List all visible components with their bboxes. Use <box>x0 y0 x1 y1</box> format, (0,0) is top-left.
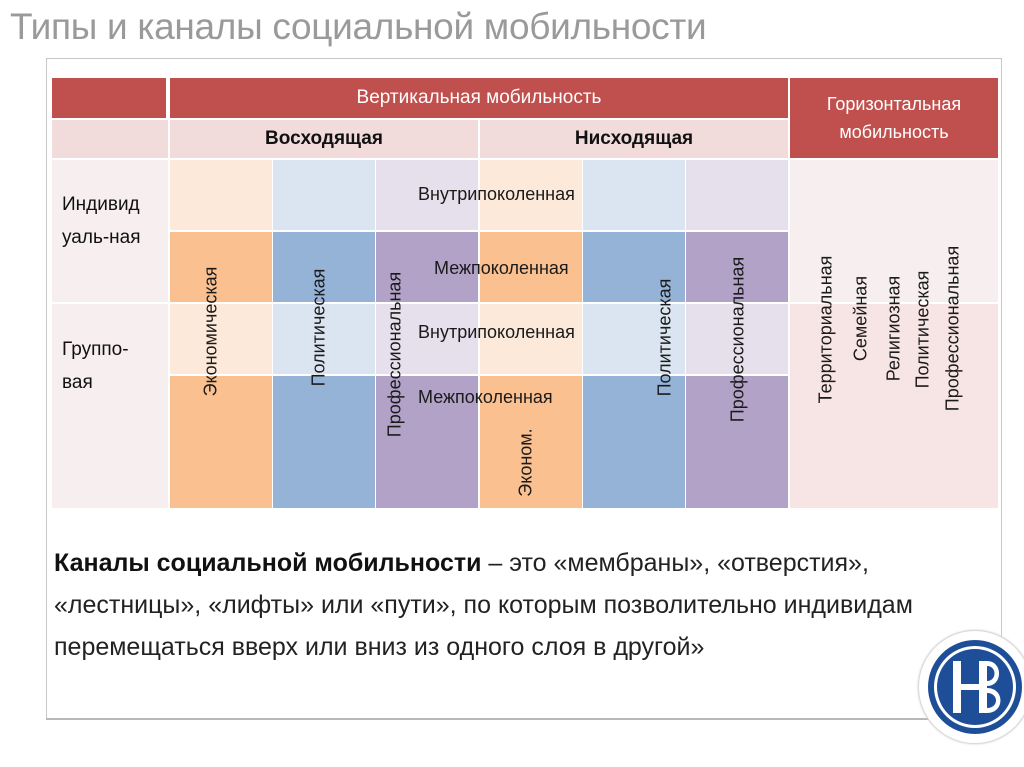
down-prof-r1 <box>686 160 788 230</box>
header-corner <box>52 78 168 118</box>
intergenerational-label-group: Межпоколенная <box>418 387 553 407</box>
horizontal-type-religious: Религиозная <box>883 275 904 382</box>
downward-header <box>480 120 788 158</box>
horizontal-type-territorial: Территориальная <box>815 255 836 404</box>
horizontal-type-political: Политическая <box>912 270 933 389</box>
down-channel-political: Политическая <box>654 278 675 397</box>
hse-logo-icon <box>918 630 1024 744</box>
up-channel-professional: Профессиональная <box>384 271 405 438</box>
definition-term: Каналы социальной мобильности <box>54 549 482 577</box>
frame-shadow <box>46 718 1000 720</box>
upward-header <box>170 120 478 158</box>
down-channel-professional: Профессиональная <box>727 256 748 423</box>
definition-body: – это «мембраны», «отверстия», «лестницы», «лифты» или «пути», по которым позволительно индивидам перемещаться вверх или вниз из одного слоя в другой» <box>54 549 913 661</box>
vertical-mobility-header: Вертикальная мобильность <box>170 78 788 118</box>
up-pol-r1 <box>273 160 375 230</box>
up-econ-r1 <box>170 160 272 230</box>
down-pol-r1 <box>583 160 685 230</box>
intragenerational-label-group: Внутрипоколенная <box>418 322 575 342</box>
horizontal-type-professional: Профессиональная <box>942 245 963 412</box>
subheader-corner <box>52 120 168 158</box>
horizontal-type-family: Семейная <box>850 275 871 362</box>
horizontal-mobility-header: Горизонтальная мобильность <box>790 78 998 158</box>
page-title: Типы и каналы социальной мобильности <box>10 6 707 47</box>
downward-header-label: Нисходящая <box>574 128 694 149</box>
up-pol-r4 <box>273 376 375 508</box>
intragenerational-label-individual: Внутрипоколенная <box>418 184 575 204</box>
upward-header-label: Восходящая <box>265 128 383 149</box>
intergenerational-label-individual: Межпоколенная <box>434 258 569 278</box>
individual-row-label: Индивид уаль-ная <box>62 194 141 248</box>
group-row-label: Группо-вая <box>62 339 129 393</box>
up-channel-economic: Экономическая <box>200 266 221 397</box>
definition-text <box>54 542 924 668</box>
down-channel-economic: Эконом. <box>515 428 536 497</box>
up-channel-political: Политическая <box>308 268 329 387</box>
